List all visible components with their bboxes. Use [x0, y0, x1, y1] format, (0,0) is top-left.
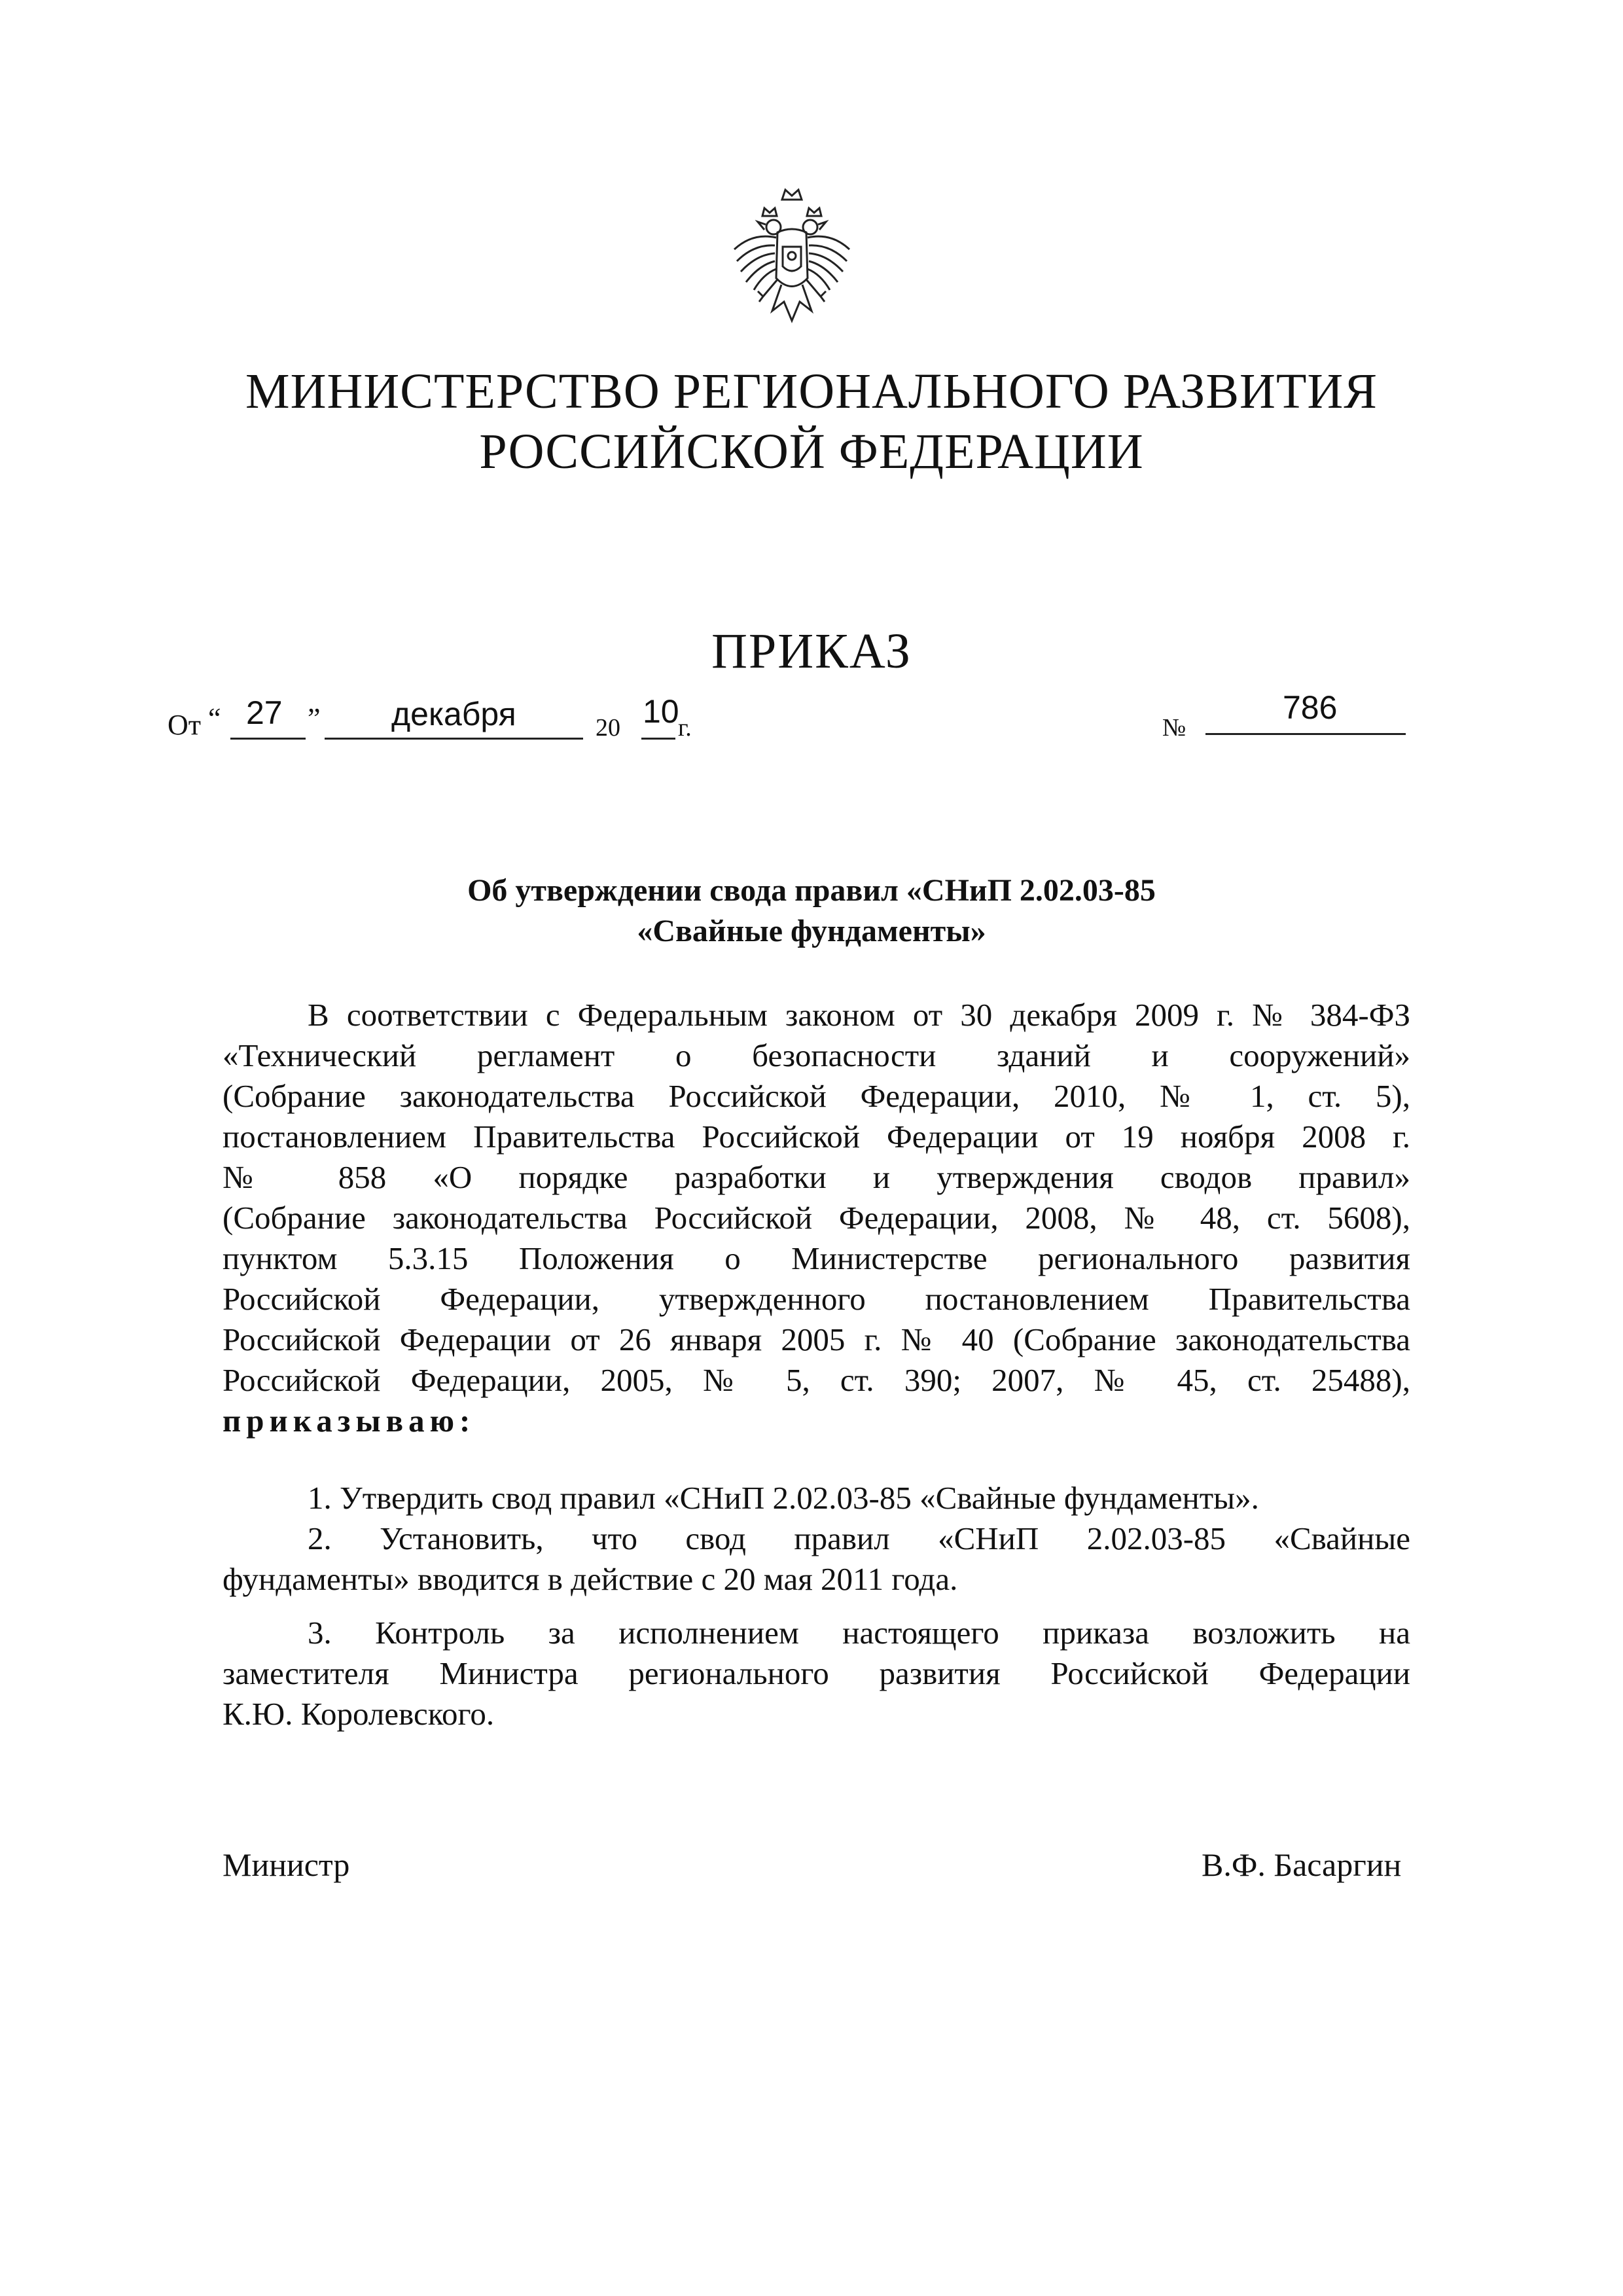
date-year: 10: [643, 693, 679, 730]
day-underline: [230, 738, 306, 740]
preamble-line: (Собрание законодательства Российской Федерации, 2010, № 1, ст. 5),: [223, 1078, 1410, 1114]
ministry-name-line2: РОССИЙСКОЙ ФЕДЕРАЦИИ: [479, 424, 1144, 479]
subject-line1: Об утверждении свода правил «СНиП 2.02.03-85: [467, 873, 1156, 908]
subject-line2: «Свайные фундаменты»: [637, 914, 986, 948]
coat-of-arms-icon: [726, 187, 857, 331]
preamble-line: Российской Федерации, 2005, № 5, ст. 390; 2007, № 45, ст. 25488),: [223, 1362, 1410, 1398]
item-2-line1: 2. Установить, что свод правил «СНиП 2.02.03-85 «Свайные: [308, 1520, 1410, 1556]
signer-name: В.Ф. Басаргин: [1202, 1846, 1402, 1883]
date-year-suffix: г.: [678, 714, 692, 742]
signer-position: Министр: [223, 1846, 350, 1883]
preamble-line: пунктом 5.3.15 Положения о Министерстве регионального развития: [223, 1240, 1410, 1276]
date-prefix: От: [168, 709, 202, 741]
preamble-line: Российской Федерации, утвержденного постановлением Правительства: [223, 1281, 1410, 1317]
order-number: 786: [1283, 689, 1338, 726]
ministry-name-line1: МИНИСТЕРСТВО РЕГИОНАЛЬНОГО РАЗВИТИЯ: [245, 364, 1378, 419]
date-century: 20: [596, 714, 620, 742]
preamble-line: В соответствии с Федеральным законом от 30 декабря 2009 г. № 384-ФЗ: [308, 997, 1410, 1033]
date-open-quote: “: [208, 702, 221, 734]
number-underline: [1205, 733, 1406, 735]
month-underline: [325, 738, 583, 740]
year-underline: [641, 738, 675, 740]
item-1: 1. Утвердить свод правил «СНиП 2.02.03-85 «Свайные фундаменты».: [308, 1480, 1259, 1516]
order-number-label: №: [1162, 714, 1186, 742]
preamble-line: № 858 «О порядке разработки и утверждения сводов правил»: [223, 1159, 1410, 1195]
preamble-line: (Собрание законодательства Российской Федерации, 2008, № 48, ст. 5608),: [223, 1200, 1410, 1236]
document-type: ПРИКАЗ: [711, 624, 912, 679]
preamble-line: Российской Федерации от 26 января 2005 г. № 40 (Собрание законодательства: [223, 1321, 1410, 1357]
date-month: декабря: [391, 696, 516, 732]
item-3-line1: 3. Контроль за исполнением настоящего приказа возложить на: [308, 1615, 1410, 1651]
item-2-line2: фундаменты» вводится в действие с 20 мая 2011 года.: [223, 1561, 958, 1597]
preamble-line: «Технический регламент о безопасности зданий и сооружений»: [223, 1037, 1410, 1073]
preamble-line: постановлением Правительства Российской Федерации от 19 ноября 2008 г.: [223, 1119, 1410, 1155]
order-word: приказываю:: [223, 1403, 476, 1439]
date-day: 27: [246, 694, 283, 731]
item-3-line3: К.Ю. Королевского.: [223, 1696, 495, 1732]
item-3-line2: заместителя Министра регионального развития Российской Федерации: [223, 1655, 1410, 1691]
date-close-quote: ”: [308, 702, 321, 734]
